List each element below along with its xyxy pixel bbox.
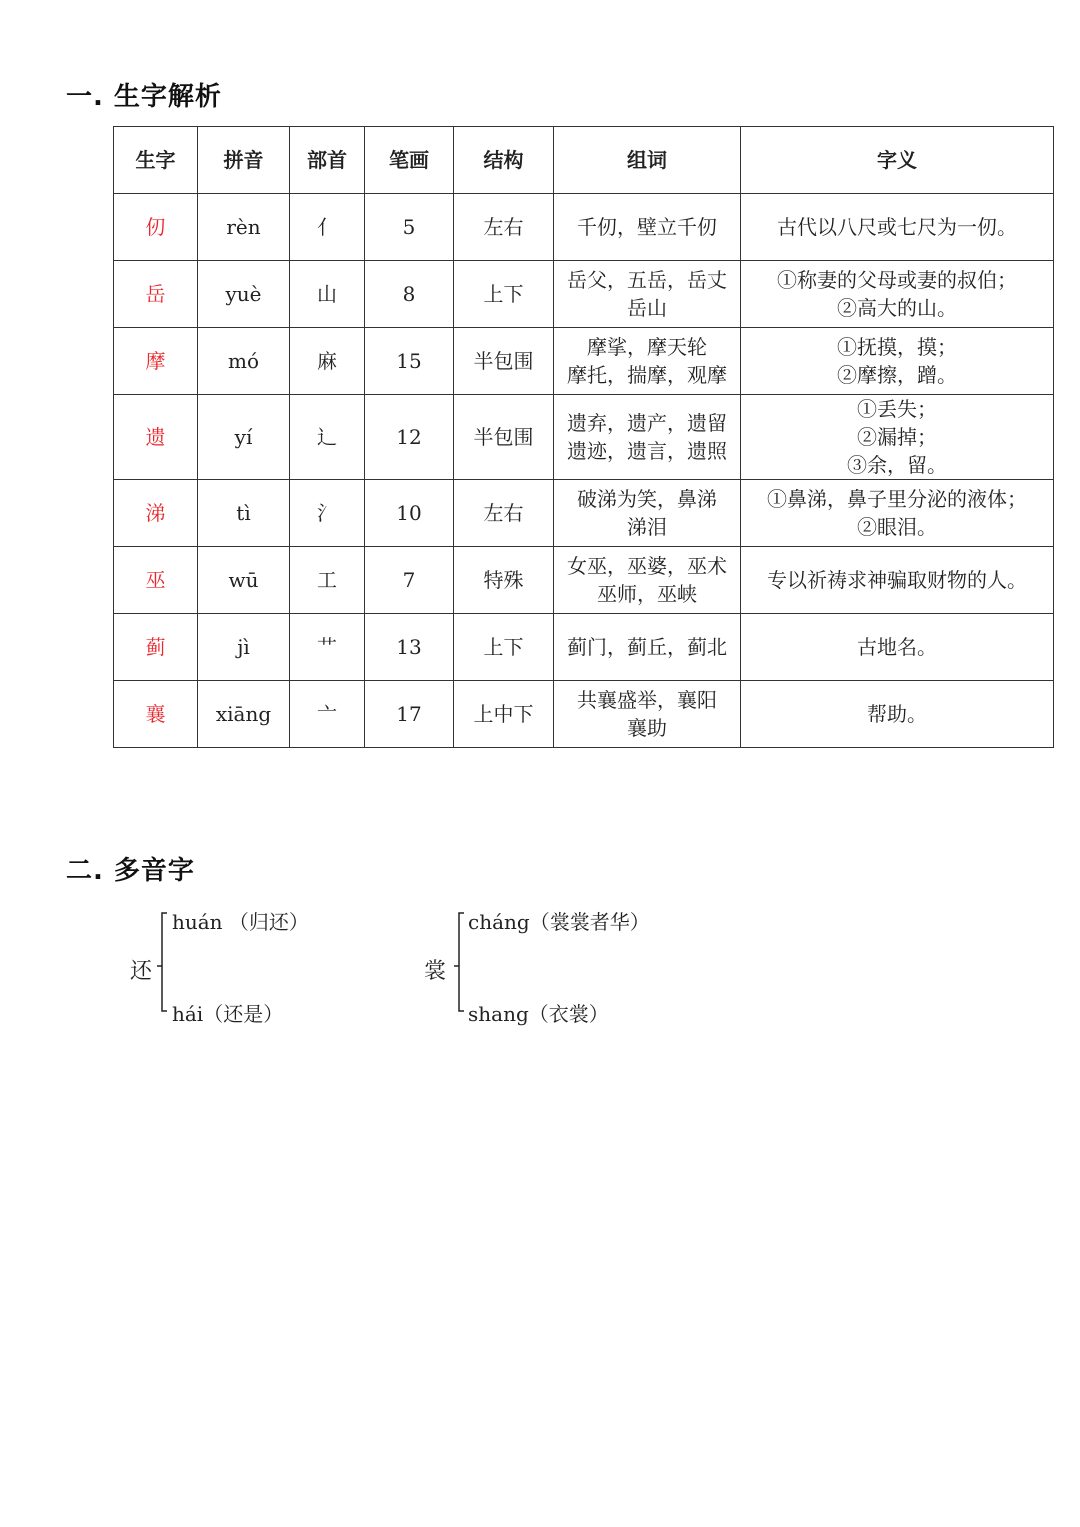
cell-structure: 半包围 [454, 395, 554, 480]
cell-pinyin: tì [198, 480, 290, 547]
cell-radical: 麻 [290, 328, 365, 395]
cell-char: 岳 [114, 261, 198, 328]
cell-radical: 亠 [290, 681, 365, 748]
cell-char: 遗 [114, 395, 198, 480]
table-row [114, 614, 1054, 681]
cell-words [554, 480, 741, 547]
meaning-line: 帮助。 [867, 702, 927, 726]
cell-structure: 上下 [454, 614, 554, 681]
word-line: 涕泪 [627, 515, 667, 539]
cell-meaning [741, 328, 1054, 395]
cell-meaning [741, 614, 1054, 681]
cell-words [554, 681, 741, 748]
meaning-line: ②摩擦，蹭。 [837, 363, 957, 387]
cell-radical: 亻 [290, 194, 365, 261]
header-meaning: 字义 [741, 127, 1054, 194]
header-radical: 部首 [290, 127, 365, 194]
word-line: 摩托，揣摩，观摩 [567, 363, 727, 387]
table-row [114, 395, 1054, 480]
cell-radical: 山 [290, 261, 365, 328]
cell-strokes: 5 [365, 194, 454, 261]
cell-words [554, 614, 741, 681]
word-line: 岳父，五岳，岳丈 [567, 268, 727, 292]
cell-char: 涕 [114, 480, 198, 547]
polyphone-group [130, 900, 350, 1030]
section-title-character-analysis: 一. 生字解析 [66, 82, 222, 112]
cell-pinyin: xiāng [198, 681, 290, 748]
cell-words [554, 194, 741, 261]
header-pinyin: 拼音 [198, 127, 290, 194]
word-line: 遗弃，遗产，遗留 [567, 411, 727, 435]
table-row [114, 547, 1054, 614]
polyphone-char: 还 [130, 959, 153, 984]
word-line: 巫师，巫峡 [597, 582, 697, 606]
cell-pinyin: yuè [198, 261, 290, 328]
cell-char: 摩 [114, 328, 198, 395]
cell-meaning [741, 194, 1054, 261]
polyphone-reading: hái（还是） [172, 1002, 284, 1026]
cell-structure: 左右 [454, 480, 554, 547]
meaning-line: 古地名。 [857, 635, 937, 659]
cell-radical: 艹 [290, 614, 365, 681]
polyphone-char: 裳 [424, 959, 447, 984]
cell-strokes: 7 [365, 547, 454, 614]
cell-char: 襄 [114, 681, 198, 748]
meaning-line: ②漏掉； [857, 425, 937, 449]
header-structure: 结构 [454, 127, 554, 194]
meaning-line: ①称妻的父母或妻的叔伯； [777, 268, 1017, 292]
word-line: 女巫，巫婆，巫术 [567, 554, 727, 578]
cell-pinyin: mó [198, 328, 290, 395]
cell-structure: 半包围 [454, 328, 554, 395]
cell-pinyin: wū [198, 547, 290, 614]
table-header-row [114, 127, 1054, 194]
header-words: 组词 [554, 127, 741, 194]
cell-pinyin: jì [198, 614, 290, 681]
cell-char: 蓟 [114, 614, 198, 681]
header-strokes: 笔画 [365, 127, 454, 194]
cell-words [554, 328, 741, 395]
cell-meaning [741, 681, 1054, 748]
word-line: 襄助 [627, 716, 667, 740]
cell-radical: 辶 [290, 395, 365, 480]
meaning-line: ③余，留。 [847, 453, 947, 477]
cell-structure: 左右 [454, 194, 554, 261]
cell-strokes: 12 [365, 395, 454, 480]
cell-words [554, 547, 741, 614]
cell-strokes: 8 [365, 261, 454, 328]
word-line: 共襄盛举，襄阳 [577, 688, 717, 712]
section-title-polyphonic: 二. 多音字 [66, 856, 195, 886]
cell-meaning [741, 395, 1054, 480]
meaning-line: ①抚摸，摸； [837, 335, 957, 359]
header-char: 生字 [114, 127, 198, 194]
meaning-line: 古代以八尺或七尺为一仞。 [777, 215, 1017, 239]
cell-words [554, 395, 741, 480]
meaning-line: ②眼泪。 [857, 515, 937, 539]
cell-strokes: 15 [365, 328, 454, 395]
table-row [114, 480, 1054, 547]
word-line: 蓟门，蓟丘，蓟北 [567, 635, 727, 659]
cell-char: 巫 [114, 547, 198, 614]
polyphone-reading: cháng（裳裳者华） [468, 910, 650, 934]
cell-strokes: 17 [365, 681, 454, 748]
word-line: 千仞，壁立千仞 [577, 215, 717, 239]
table-row [114, 261, 1054, 328]
cell-strokes: 13 [365, 614, 454, 681]
polyphone-group [424, 900, 684, 1030]
table-row [114, 681, 1054, 748]
table-row [114, 194, 1054, 261]
cell-structure: 特殊 [454, 547, 554, 614]
word-line: 摩挲，摩天轮 [587, 335, 707, 359]
polyphone-reading: shang（衣裳） [468, 1002, 609, 1026]
cell-radical: 氵 [290, 480, 365, 547]
meaning-line: ①丢失； [857, 397, 937, 421]
cell-strokes: 10 [365, 480, 454, 547]
cell-radical: 工 [290, 547, 365, 614]
meaning-line: 专以祈祷求神骗取财物的人。 [767, 568, 1027, 592]
cell-structure: 上中下 [454, 681, 554, 748]
cell-char: 仞 [114, 194, 198, 261]
meaning-line: ①鼻涕，鼻子里分泌的液体； [767, 487, 1027, 511]
word-line: 破涕为笑，鼻涕 [577, 487, 717, 511]
word-line: 遗迹，遗言，遗照 [567, 439, 727, 463]
cell-pinyin: yí [198, 395, 290, 480]
word-line: 岳山 [627, 296, 667, 320]
cell-pinyin: rèn [198, 194, 290, 261]
table-row [114, 328, 1054, 395]
character-table [113, 126, 1054, 748]
cell-meaning [741, 547, 1054, 614]
polyphone-reading: huán （归还） [172, 910, 309, 934]
cell-meaning [741, 480, 1054, 547]
cell-structure: 上下 [454, 261, 554, 328]
cell-meaning [741, 261, 1054, 328]
meaning-line: ②高大的山。 [837, 296, 957, 320]
cell-words [554, 261, 741, 328]
